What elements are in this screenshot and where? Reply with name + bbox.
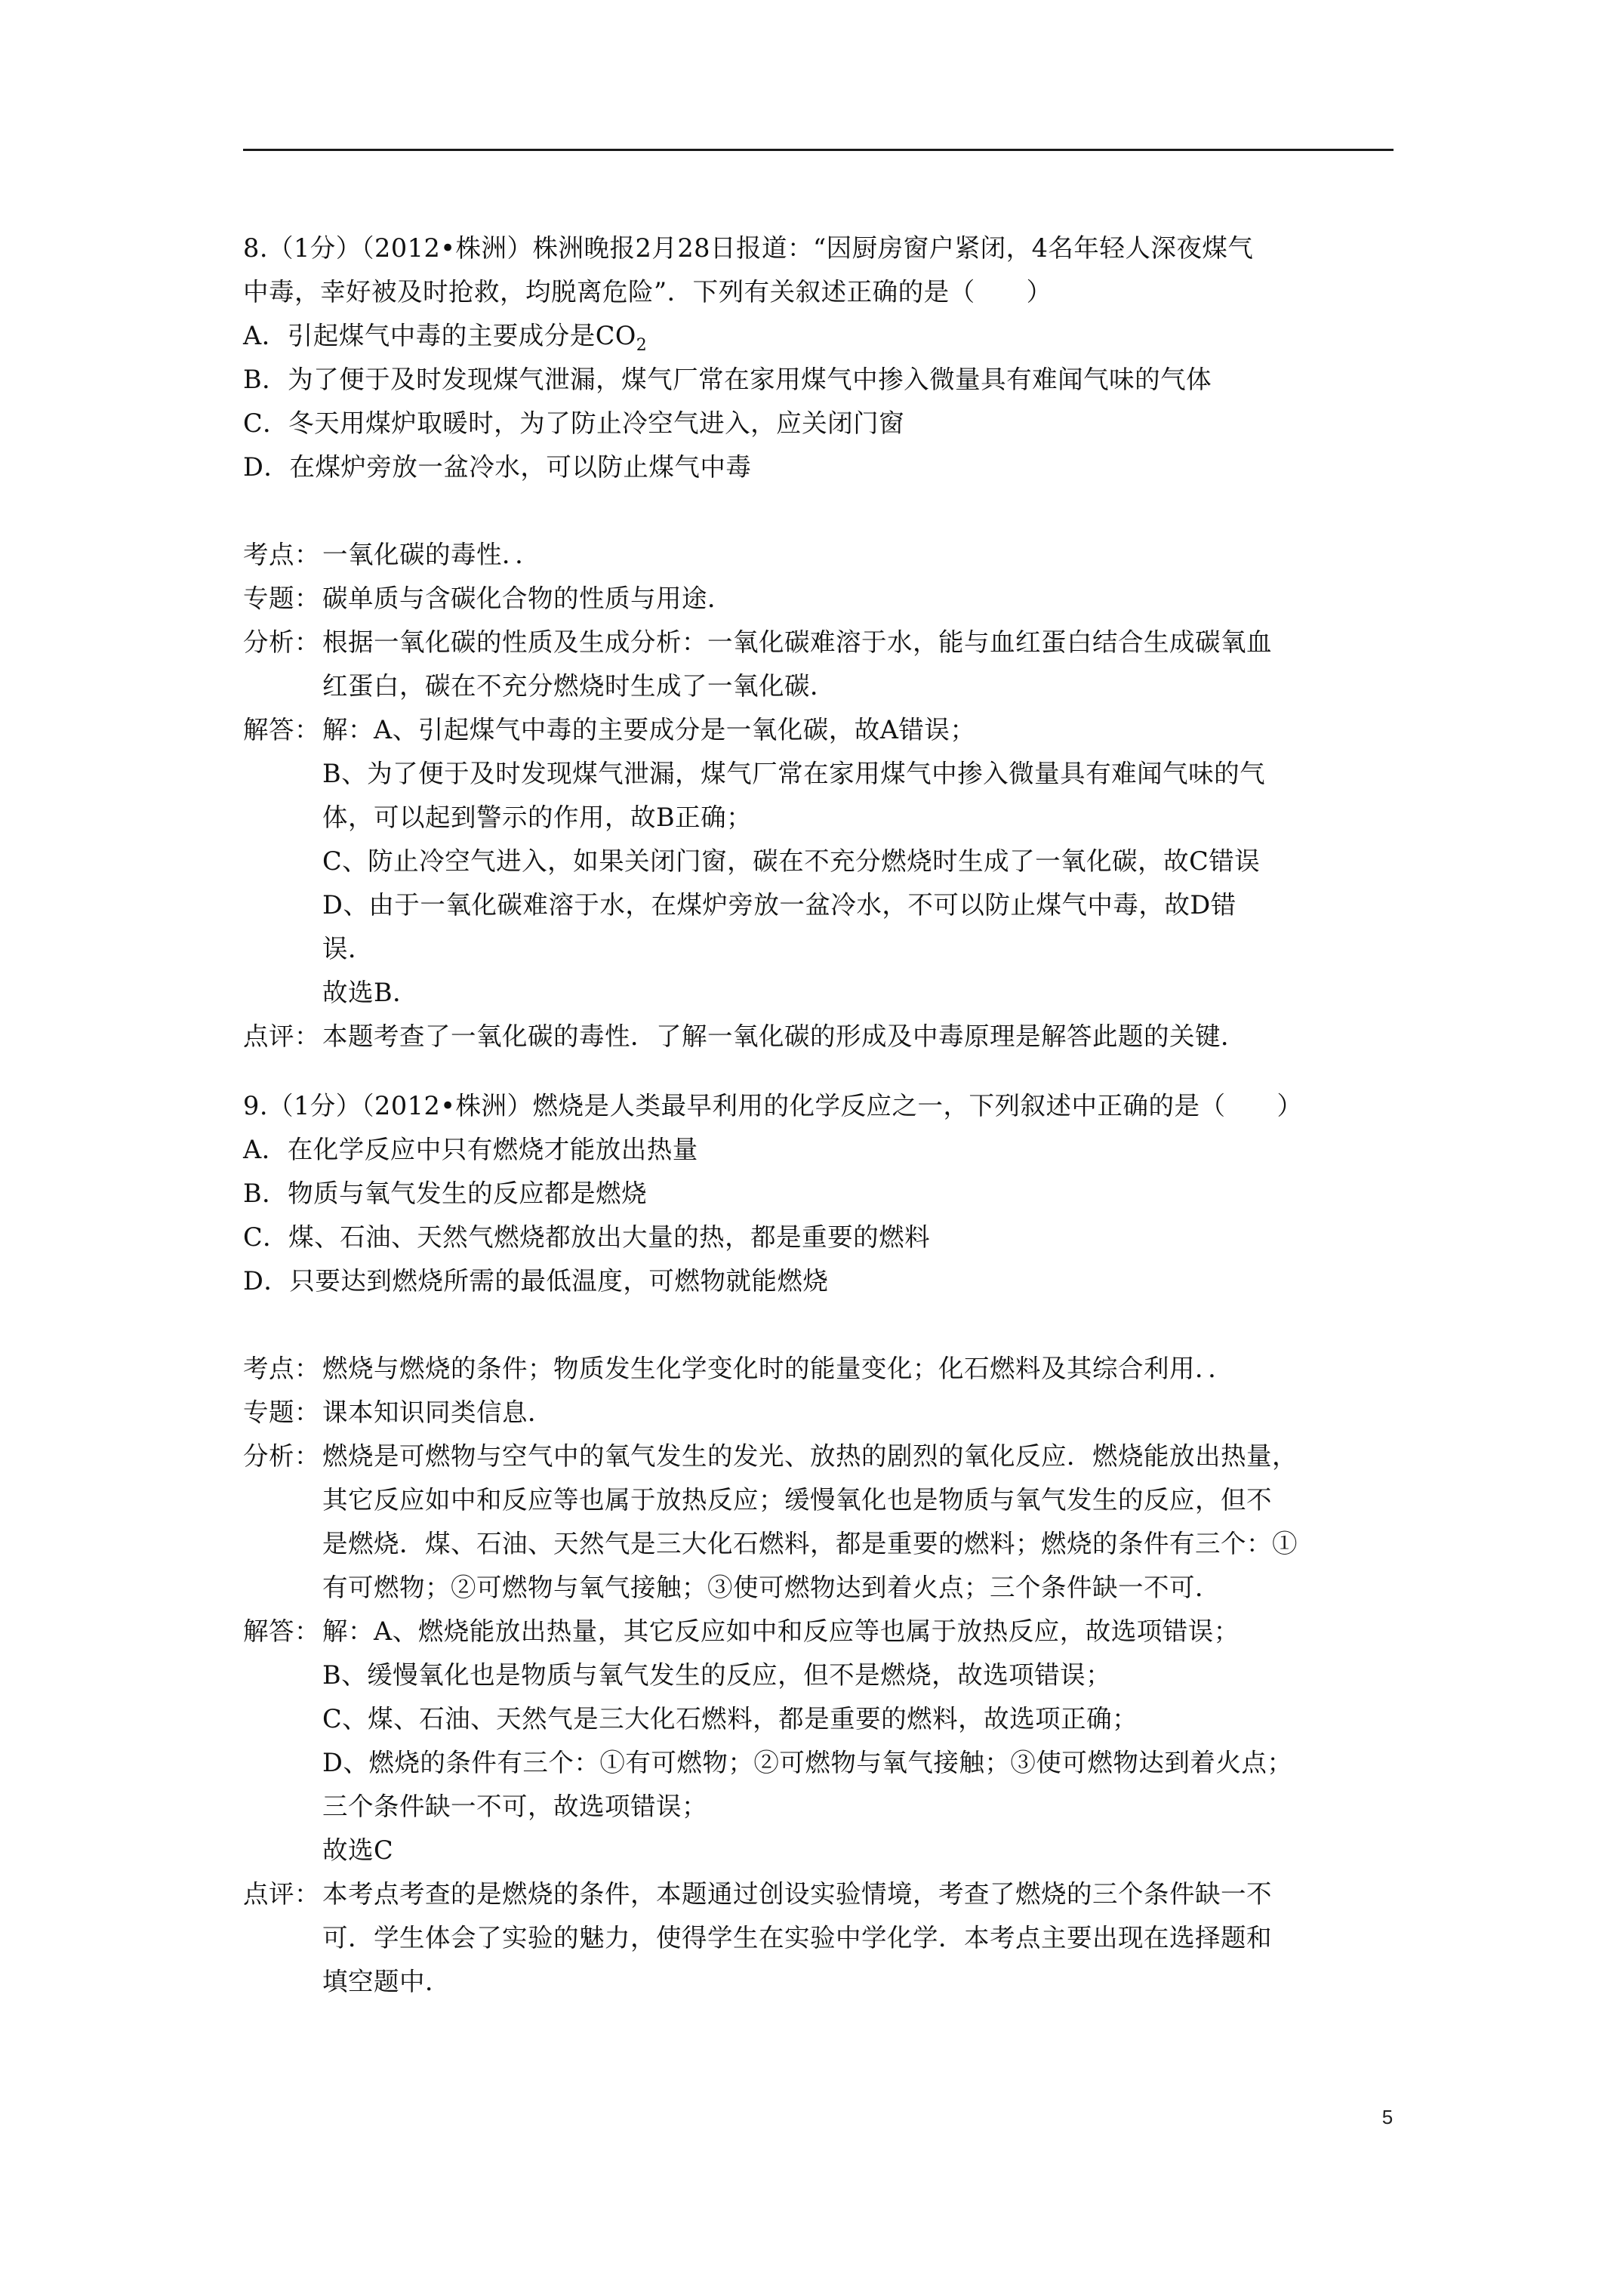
q8-dianping bbox=[243, 1015, 1421, 1059]
q9-jieda-line-4: D、燃烧的条件有三个：①有可燃物；②可燃物与氧气接触；③使可燃物达到着火点； bbox=[322, 1748, 1293, 1777]
q9-jieda-line-5: 三个条件缺一不可，故选项错误； bbox=[322, 1792, 707, 1821]
zhuanti-text: 碳单质与含碳化合物的性质与用途． bbox=[322, 584, 733, 613]
dianping-text: 本考点考查的是燃烧的条件，本题通过创设实验情境，考查了燃烧的三个条件缺一不 bbox=[322, 1879, 1272, 1909]
q9-jieda bbox=[243, 1610, 1421, 1653]
q9-dianping bbox=[243, 1872, 1421, 1916]
question-9-stem: 9.（1分）（2012•株洲）燃烧是人类最早利用的化学反应之一，下列叙述中正确的是（ ） bbox=[243, 1091, 1303, 1120]
question-8-stem-line-2: 中毒，幸好被及时抢救，均脱离危险”．下列有关叙述正确的是（ ） bbox=[243, 277, 1052, 307]
q8-jieda-line-2: B、为了便于及时发现煤气泄漏，煤气厂常在家用煤气中掺入微量具有难闻气味的气 bbox=[322, 759, 1266, 788]
q8-jieda bbox=[243, 708, 1421, 752]
page-content bbox=[243, 227, 1421, 2004]
header-rule bbox=[243, 149, 1394, 151]
option-a-text: A．引起煤气中毒的主要成分是CO bbox=[243, 321, 636, 350]
q9-kaodian bbox=[243, 1347, 1421, 1391]
q9-jieda-line-2: B、缓慢氧化也是物质与氧气发生的反应，但不是燃烧，故选项错误； bbox=[322, 1660, 1112, 1690]
question-8 bbox=[243, 227, 1421, 489]
q9-zhuanti bbox=[243, 1391, 1421, 1435]
question-9-option-d: D．只要达到燃烧所需的最低温度，可燃物就能燃烧 bbox=[243, 1266, 829, 1296]
jieda-label: 解答： bbox=[243, 715, 320, 744]
option-a-subscript: 2 bbox=[636, 336, 648, 355]
kaodian-text: 燃烧与燃烧的条件；物质发生化学变化时的能量变化；化石燃料及其综合利用．． bbox=[322, 1354, 1234, 1383]
q9-dianping-line-2: 可．学生体会了实验的魅力，使得学生在实验中学化学．本考点主要出现在选择题和 bbox=[322, 1923, 1272, 1952]
q8-kaodian bbox=[243, 533, 1421, 577]
q9-jieda-line-3: C、煤、石油、天然气是三大化石燃料，都是重要的燃料，故选项正确； bbox=[322, 1704, 1138, 1734]
q8-jieda-line-4: C、防止冷空气进入，如果关闭门窗，碳在不充分燃烧时生成了一氧化碳，故C错误 bbox=[322, 846, 1261, 876]
zhuanti-text: 课本知识同类信息． bbox=[322, 1398, 553, 1427]
q9-fenxi-line-2: 其它反应如中和反应等也属于放热反应；缓慢氧化也是物质与氧气发生的反应，但不 bbox=[322, 1485, 1272, 1515]
kaodian-text: 一氧化碳的毒性．． bbox=[322, 540, 541, 569]
q8-fenxi-cont: 红蛋白，碳在不充分燃烧时生成了一氧化碳． bbox=[322, 671, 836, 701]
zhuanti-label: 专题： bbox=[243, 1398, 320, 1427]
dianping-label: 点评： bbox=[243, 1022, 320, 1051]
jieda-label: 解答： bbox=[243, 1616, 320, 1646]
q8-jieda-line-7: 故选B． bbox=[322, 978, 419, 1007]
fenxi-label: 分析： bbox=[243, 1441, 320, 1471]
q8-zhuanti bbox=[243, 577, 1421, 621]
question-8-option-b: B．为了便于及时发现煤气泄漏，煤气厂常在家用煤气中掺入微量具有难闻气味的气体 bbox=[243, 365, 1212, 394]
question-9 bbox=[243, 1084, 1421, 1303]
q9-jieda-line-6: 故选C bbox=[322, 1835, 394, 1865]
q9-fenxi bbox=[243, 1435, 1421, 1478]
question-8-option-c: C．冬天用煤炉取暖时，为了防止冷空气进入，应关闭门窗 bbox=[243, 408, 905, 438]
q9-fenxi-line-4: 有可燃物；②可燃物与氧气接触；③使可燃物达到着火点；三个条件缺一不可． bbox=[322, 1573, 1221, 1602]
question-9-option-c: C．煤、石油、天然气燃烧都放出大量的热，都是重要的燃料 bbox=[243, 1222, 931, 1252]
question-8-stem-line-1: 8.（1分）（2012•株洲）株洲晚报2月28日报道：“因厨房窗户紧闭，4名年轻人深夜煤气 bbox=[243, 233, 1254, 263]
q8-jieda-line-6: 误． bbox=[322, 934, 374, 963]
dianping-label: 点评： bbox=[243, 1879, 320, 1909]
page-number: 5 bbox=[1381, 2106, 1394, 2128]
q8-jieda-line-5: D、由于一氧化碳难溶于水，在煤炉旁放一盆冷水，不可以防止煤气中毒，故D错 bbox=[322, 890, 1236, 920]
question-8-option-d: D．在煤炉旁放一盆冷水，可以防止煤气中毒 bbox=[243, 452, 752, 482]
fenxi-text: 燃烧是可燃物与空气中的氧气发生的发光、放热的剧烈的氧化反应．燃烧能放出热量， bbox=[322, 1441, 1298, 1471]
question-9-option-b: B．物质与氧气发生的反应都是燃烧 bbox=[243, 1179, 648, 1208]
q9-dianping-line-3: 填空题中． bbox=[322, 1967, 451, 1996]
jieda-text: 解：A、引起煤气中毒的主要成分是一氧化碳，故A错误； bbox=[322, 715, 976, 744]
dianping-text: 本题考查了一氧化碳的毒性．了解一氧化碳的形成及中毒原理是解答此题的关键． bbox=[322, 1022, 1246, 1051]
question-9-option-a: A．在化学反应中只有燃烧才能放出热量 bbox=[243, 1135, 698, 1164]
fenxi-label: 分析： bbox=[243, 627, 320, 657]
kaodian-label: 考点： bbox=[243, 1354, 320, 1383]
kaodian-label: 考点： bbox=[243, 540, 320, 569]
question-8-option-a bbox=[243, 314, 1421, 358]
question-9-solution bbox=[243, 1347, 1421, 2004]
q8-fenxi bbox=[243, 621, 1421, 664]
question-8-solution bbox=[243, 533, 1421, 1059]
jieda-text: 解：A、燃烧能放出热量，其它反应如中和反应等也属于放热反应，故选项错误； bbox=[322, 1616, 1240, 1646]
fenxi-text: 根据一氧化碳的性质及生成分析：一氧化碳难溶于水，能与血红蛋白结合生成碳氧血 bbox=[322, 627, 1272, 657]
q9-fenxi-line-3: 是燃烧．煤、石油、天然气是三大化石燃料，都是重要的燃料；燃烧的条件有三个：① bbox=[322, 1529, 1298, 1558]
zhuanti-label: 专题： bbox=[243, 584, 320, 613]
q8-jieda-line-3: 体，可以起到警示的作用，故B正确； bbox=[322, 803, 753, 832]
